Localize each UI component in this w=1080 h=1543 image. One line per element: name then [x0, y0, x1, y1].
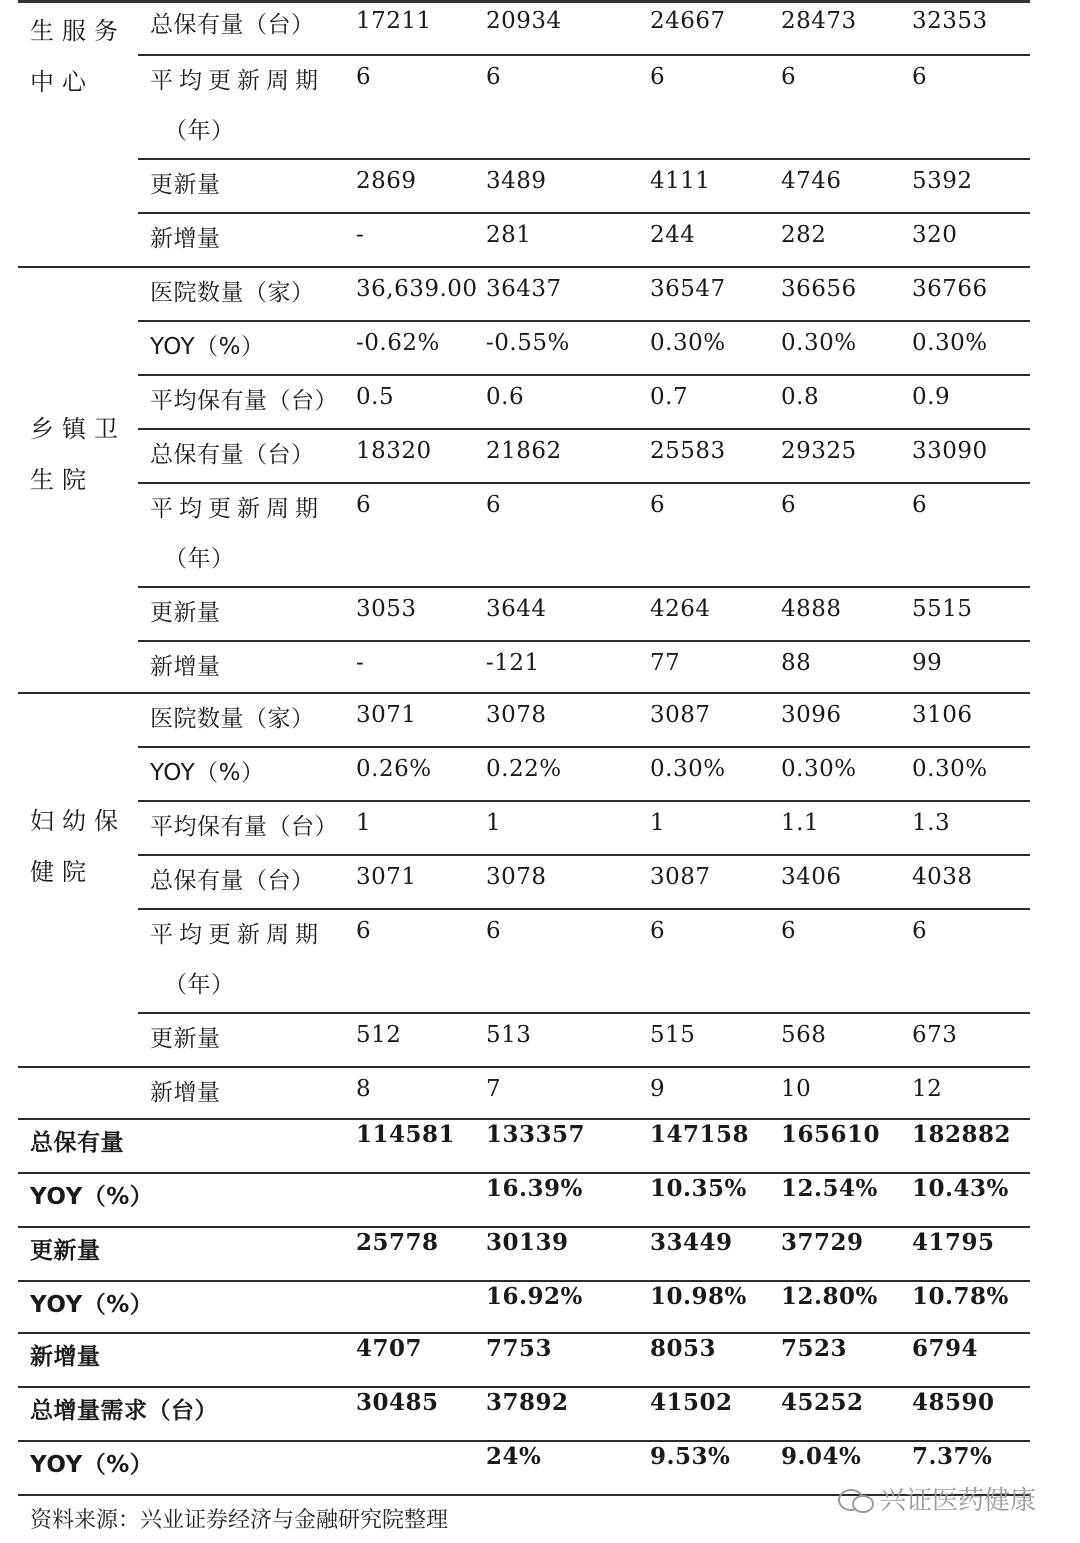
group-label: 妇幼保 健院 — [30, 807, 126, 886]
row-label — [150, 280, 315, 306]
row-label — [150, 496, 324, 572]
table-cell: 6 — [356, 918, 372, 944]
table-cell: 4888 — [781, 596, 842, 622]
table-cell: 25583 — [650, 438, 726, 464]
row-label-text: 更新量 — [150, 600, 221, 626]
table-cell: 568 — [781, 1022, 827, 1048]
total-cell: 133357 — [486, 1121, 586, 1148]
group-label: 乡镇卫 生院 — [30, 415, 126, 494]
table-cell: 5392 — [912, 168, 973, 194]
table-cell: 6 — [486, 492, 502, 518]
table-row — [18, 748, 1030, 802]
table-row — [18, 430, 1030, 484]
row-label-text: 总保有量（台） — [150, 12, 315, 38]
table-cell: 4038 — [912, 864, 973, 890]
table-cell: 0.8 — [781, 384, 820, 410]
table-cell: 77 — [650, 650, 681, 676]
total-cell: 16.39% — [486, 1175, 583, 1202]
table-cell: 513 — [486, 1022, 532, 1048]
row-label-text: 新增量 — [150, 226, 221, 252]
table-row — [18, 214, 1030, 268]
row-label — [150, 226, 221, 252]
row-label — [150, 760, 265, 786]
table-cell: 18320 — [356, 438, 432, 464]
table-cell: 6 — [912, 492, 928, 518]
total-label: YOY（%） — [30, 1292, 154, 1318]
total-label: 总增量需求（台） — [30, 1398, 218, 1424]
table-cell: 4111 — [650, 168, 711, 194]
table-cell: 4264 — [650, 596, 711, 622]
table-cell: 0.30% — [912, 330, 988, 356]
total-cell: 48590 — [912, 1389, 995, 1416]
table-row — [18, 1068, 1030, 1122]
table-cell: 6 — [912, 64, 928, 90]
table-cell: 10 — [781, 1076, 812, 1102]
table-cell: 1.1 — [781, 810, 820, 836]
table-row — [18, 268, 1030, 322]
total-label: 更新量 — [30, 1238, 101, 1264]
table-cell: 1 — [356, 810, 372, 836]
watermark — [838, 1480, 1036, 1517]
table-cell: 3087 — [650, 702, 711, 728]
table-cell: 6 — [781, 64, 797, 90]
total-cell: 9.53% — [650, 1443, 731, 1470]
table-cell: 515 — [650, 1022, 696, 1048]
table-cell: 281 — [486, 222, 532, 248]
table-cell: 3078 — [486, 864, 547, 890]
total-cell: 16.92% — [486, 1283, 583, 1310]
total-cell: 37892 — [486, 1389, 569, 1416]
wechat-icon — [838, 1487, 874, 1511]
row-label — [150, 172, 221, 198]
table-row — [18, 322, 1030, 376]
row-label-text: YOY（%） — [150, 334, 265, 360]
total-cell: 12.80% — [781, 1283, 878, 1310]
table-cell: 3071 — [356, 864, 417, 890]
row-label-text: 医院数量（家） — [150, 706, 315, 732]
table-cell: 6 — [486, 64, 502, 90]
table-cell: 0.5 — [356, 384, 395, 410]
table-cell: 282 — [781, 222, 827, 248]
total-cell: 147158 — [650, 1121, 750, 1148]
table-cell: 12 — [912, 1076, 943, 1102]
table-cell: 36547 — [650, 276, 726, 302]
table-cell: 2869 — [356, 168, 417, 194]
row-label — [150, 68, 324, 144]
row-label — [150, 388, 338, 414]
table-cell: 6 — [781, 492, 797, 518]
row-label-text: 医院数量（家） — [150, 280, 315, 306]
row-label-unit: （年） — [164, 972, 235, 998]
table-cell: 36,639.00 — [356, 276, 478, 302]
row-label-text: 平均更新周期 — [150, 922, 324, 948]
row-label — [150, 334, 265, 360]
total-cell: 25778 — [356, 1229, 439, 1256]
table-cell: 1 — [650, 810, 666, 836]
table-cell: 6 — [650, 492, 666, 518]
table-cell: 5515 — [912, 596, 973, 622]
total-cell: 10.78% — [912, 1283, 1009, 1310]
total-cell: 37729 — [781, 1229, 864, 1256]
table-cell: 21862 — [486, 438, 562, 464]
row-label — [150, 1080, 221, 1106]
total-cell: 165610 — [781, 1121, 881, 1148]
row-label — [150, 814, 338, 840]
total-row — [18, 1174, 1030, 1226]
table-cell: 28473 — [781, 8, 857, 34]
table-cell: -0.62% — [356, 330, 440, 356]
table-cell: 0.6 — [486, 384, 525, 410]
source-note: 资料来源：兴业证券经济与金融研究院整理 — [30, 1508, 449, 1533]
table-cell: 6 — [650, 918, 666, 944]
row-label-text: 更新量 — [150, 1026, 221, 1052]
table-cell: 6 — [356, 64, 372, 90]
table-row — [18, 910, 1030, 1014]
row-label-unit: （年） — [164, 118, 235, 144]
table-cell: 1.3 — [912, 810, 951, 836]
table-cell: -121 — [486, 650, 540, 676]
table-cell: 8 — [356, 1076, 372, 1102]
table-cell: - — [356, 222, 365, 248]
total-row — [18, 1282, 1030, 1334]
total-cell: 9.04% — [781, 1443, 862, 1470]
total-cell: 30485 — [356, 1389, 439, 1416]
total-label: YOY（%） — [30, 1184, 154, 1210]
table-cell: 0.30% — [781, 330, 857, 356]
row-label-text: 总保有量（台） — [150, 442, 315, 468]
total-label: YOY（%） — [30, 1452, 154, 1478]
table-cell: 1 — [486, 810, 502, 836]
watermark-text: 兴证医药健康 — [880, 1486, 1037, 1516]
table-cell: 320 — [912, 222, 958, 248]
table-row — [18, 0, 1030, 54]
table-cell: 29325 — [781, 438, 857, 464]
table-row — [18, 642, 1030, 696]
total-label: 总保有量 — [30, 1130, 124, 1156]
table-cell: 17211 — [356, 8, 432, 34]
group-label: 生服务 中心 — [30, 17, 126, 96]
total-cell: 10.98% — [650, 1283, 747, 1310]
table-cell: 3071 — [356, 702, 417, 728]
table-cell: -0.55% — [486, 330, 570, 356]
total-cell: 41502 — [650, 1389, 733, 1416]
total-cell: 4707 — [356, 1335, 423, 1362]
table-cell: 3087 — [650, 864, 711, 890]
table-cell: 7 — [486, 1076, 502, 1102]
table-cell: 0.30% — [912, 756, 988, 782]
table-cell: 6 — [650, 64, 666, 90]
table-row — [18, 694, 1030, 748]
row-label-text: 平均保有量（台） — [150, 814, 338, 840]
table-cell: 9 — [650, 1076, 666, 1102]
total-cell: 41795 — [912, 1229, 995, 1256]
table-cell: 6 — [356, 492, 372, 518]
table-cell: 99 — [912, 650, 943, 676]
row-label — [150, 922, 324, 998]
total-cell: 24% — [486, 1443, 542, 1470]
total-cell: 6794 — [912, 1335, 979, 1362]
total-cell: 45252 — [781, 1389, 864, 1416]
table-cell: 512 — [356, 1022, 402, 1048]
table-cell: 3406 — [781, 864, 842, 890]
table-cell: 36437 — [486, 276, 562, 302]
table-cell: 6 — [486, 918, 502, 944]
table-cell: 0.30% — [781, 756, 857, 782]
row-label — [150, 1026, 221, 1052]
table-cell: 0.26% — [356, 756, 432, 782]
table-cell: 0.30% — [650, 756, 726, 782]
table-cell: 244 — [650, 222, 696, 248]
table-cell: 3644 — [486, 596, 547, 622]
total-label: 新增量 — [30, 1344, 101, 1370]
table-cell: 0.9 — [912, 384, 951, 410]
table-cell: 88 — [781, 650, 812, 676]
table-cell: 3078 — [486, 702, 547, 728]
row-label — [150, 654, 221, 680]
table-cell: 20934 — [486, 8, 562, 34]
table-cell: 33090 — [912, 438, 988, 464]
table-row — [18, 376, 1030, 430]
table-cell: 0.30% — [650, 330, 726, 356]
total-cell: 33449 — [650, 1229, 733, 1256]
table-cell: 6 — [912, 918, 928, 944]
table-cell: 0.7 — [650, 384, 689, 410]
table-row — [18, 588, 1030, 642]
table-cell: 24667 — [650, 8, 726, 34]
table-row — [18, 160, 1030, 214]
table-row — [18, 802, 1030, 856]
row-label — [150, 706, 315, 732]
total-cell: 7523 — [781, 1335, 848, 1362]
row-label-text: 平均更新周期 — [150, 496, 324, 522]
total-cell: 182882 — [912, 1121, 1012, 1148]
table-row — [18, 56, 1030, 160]
total-row — [18, 1120, 1030, 1172]
total-cell: 30139 — [486, 1229, 569, 1256]
table-cell: 6 — [781, 918, 797, 944]
total-row — [18, 1388, 1030, 1440]
table-cell: 3096 — [781, 702, 842, 728]
row-label-text: 新增量 — [150, 654, 221, 680]
table-row — [18, 856, 1030, 910]
table-cell: 3106 — [912, 702, 973, 728]
total-cell: 10.43% — [912, 1175, 1009, 1202]
total-cell: 10.35% — [650, 1175, 747, 1202]
row-label — [150, 442, 315, 468]
row-label-text: 平均更新周期 — [150, 68, 324, 94]
row-label — [150, 600, 221, 626]
table-row — [18, 484, 1030, 588]
table-cell: 3053 — [356, 596, 417, 622]
table-cell: 36656 — [781, 276, 857, 302]
row-label — [150, 12, 315, 38]
total-cell: 114581 — [356, 1121, 456, 1148]
total-cell: 8053 — [650, 1335, 717, 1362]
table-cell: 3489 — [486, 168, 547, 194]
row-label — [150, 868, 315, 894]
total-cell: 12.54% — [781, 1175, 878, 1202]
table-cell: 0.22% — [486, 756, 562, 782]
table-cell: 673 — [912, 1022, 958, 1048]
total-row — [18, 1228, 1030, 1280]
table-row — [18, 1014, 1030, 1068]
table-cell: - — [356, 650, 365, 676]
row-label-text: 新增量 — [150, 1080, 221, 1106]
row-label-text: 平均保有量（台） — [150, 388, 338, 414]
row-label-text: YOY（%） — [150, 760, 265, 786]
total-row — [18, 1334, 1030, 1386]
table-cell: 4746 — [781, 168, 842, 194]
table-cell: 36766 — [912, 276, 988, 302]
table-cell: 32353 — [912, 8, 988, 34]
row-label-text: 更新量 — [150, 172, 221, 198]
row-label-unit: （年） — [164, 546, 235, 572]
total-cell: 7.37% — [912, 1443, 993, 1470]
total-cell: 7753 — [486, 1335, 553, 1362]
row-label-text: 总保有量（台） — [150, 868, 315, 894]
